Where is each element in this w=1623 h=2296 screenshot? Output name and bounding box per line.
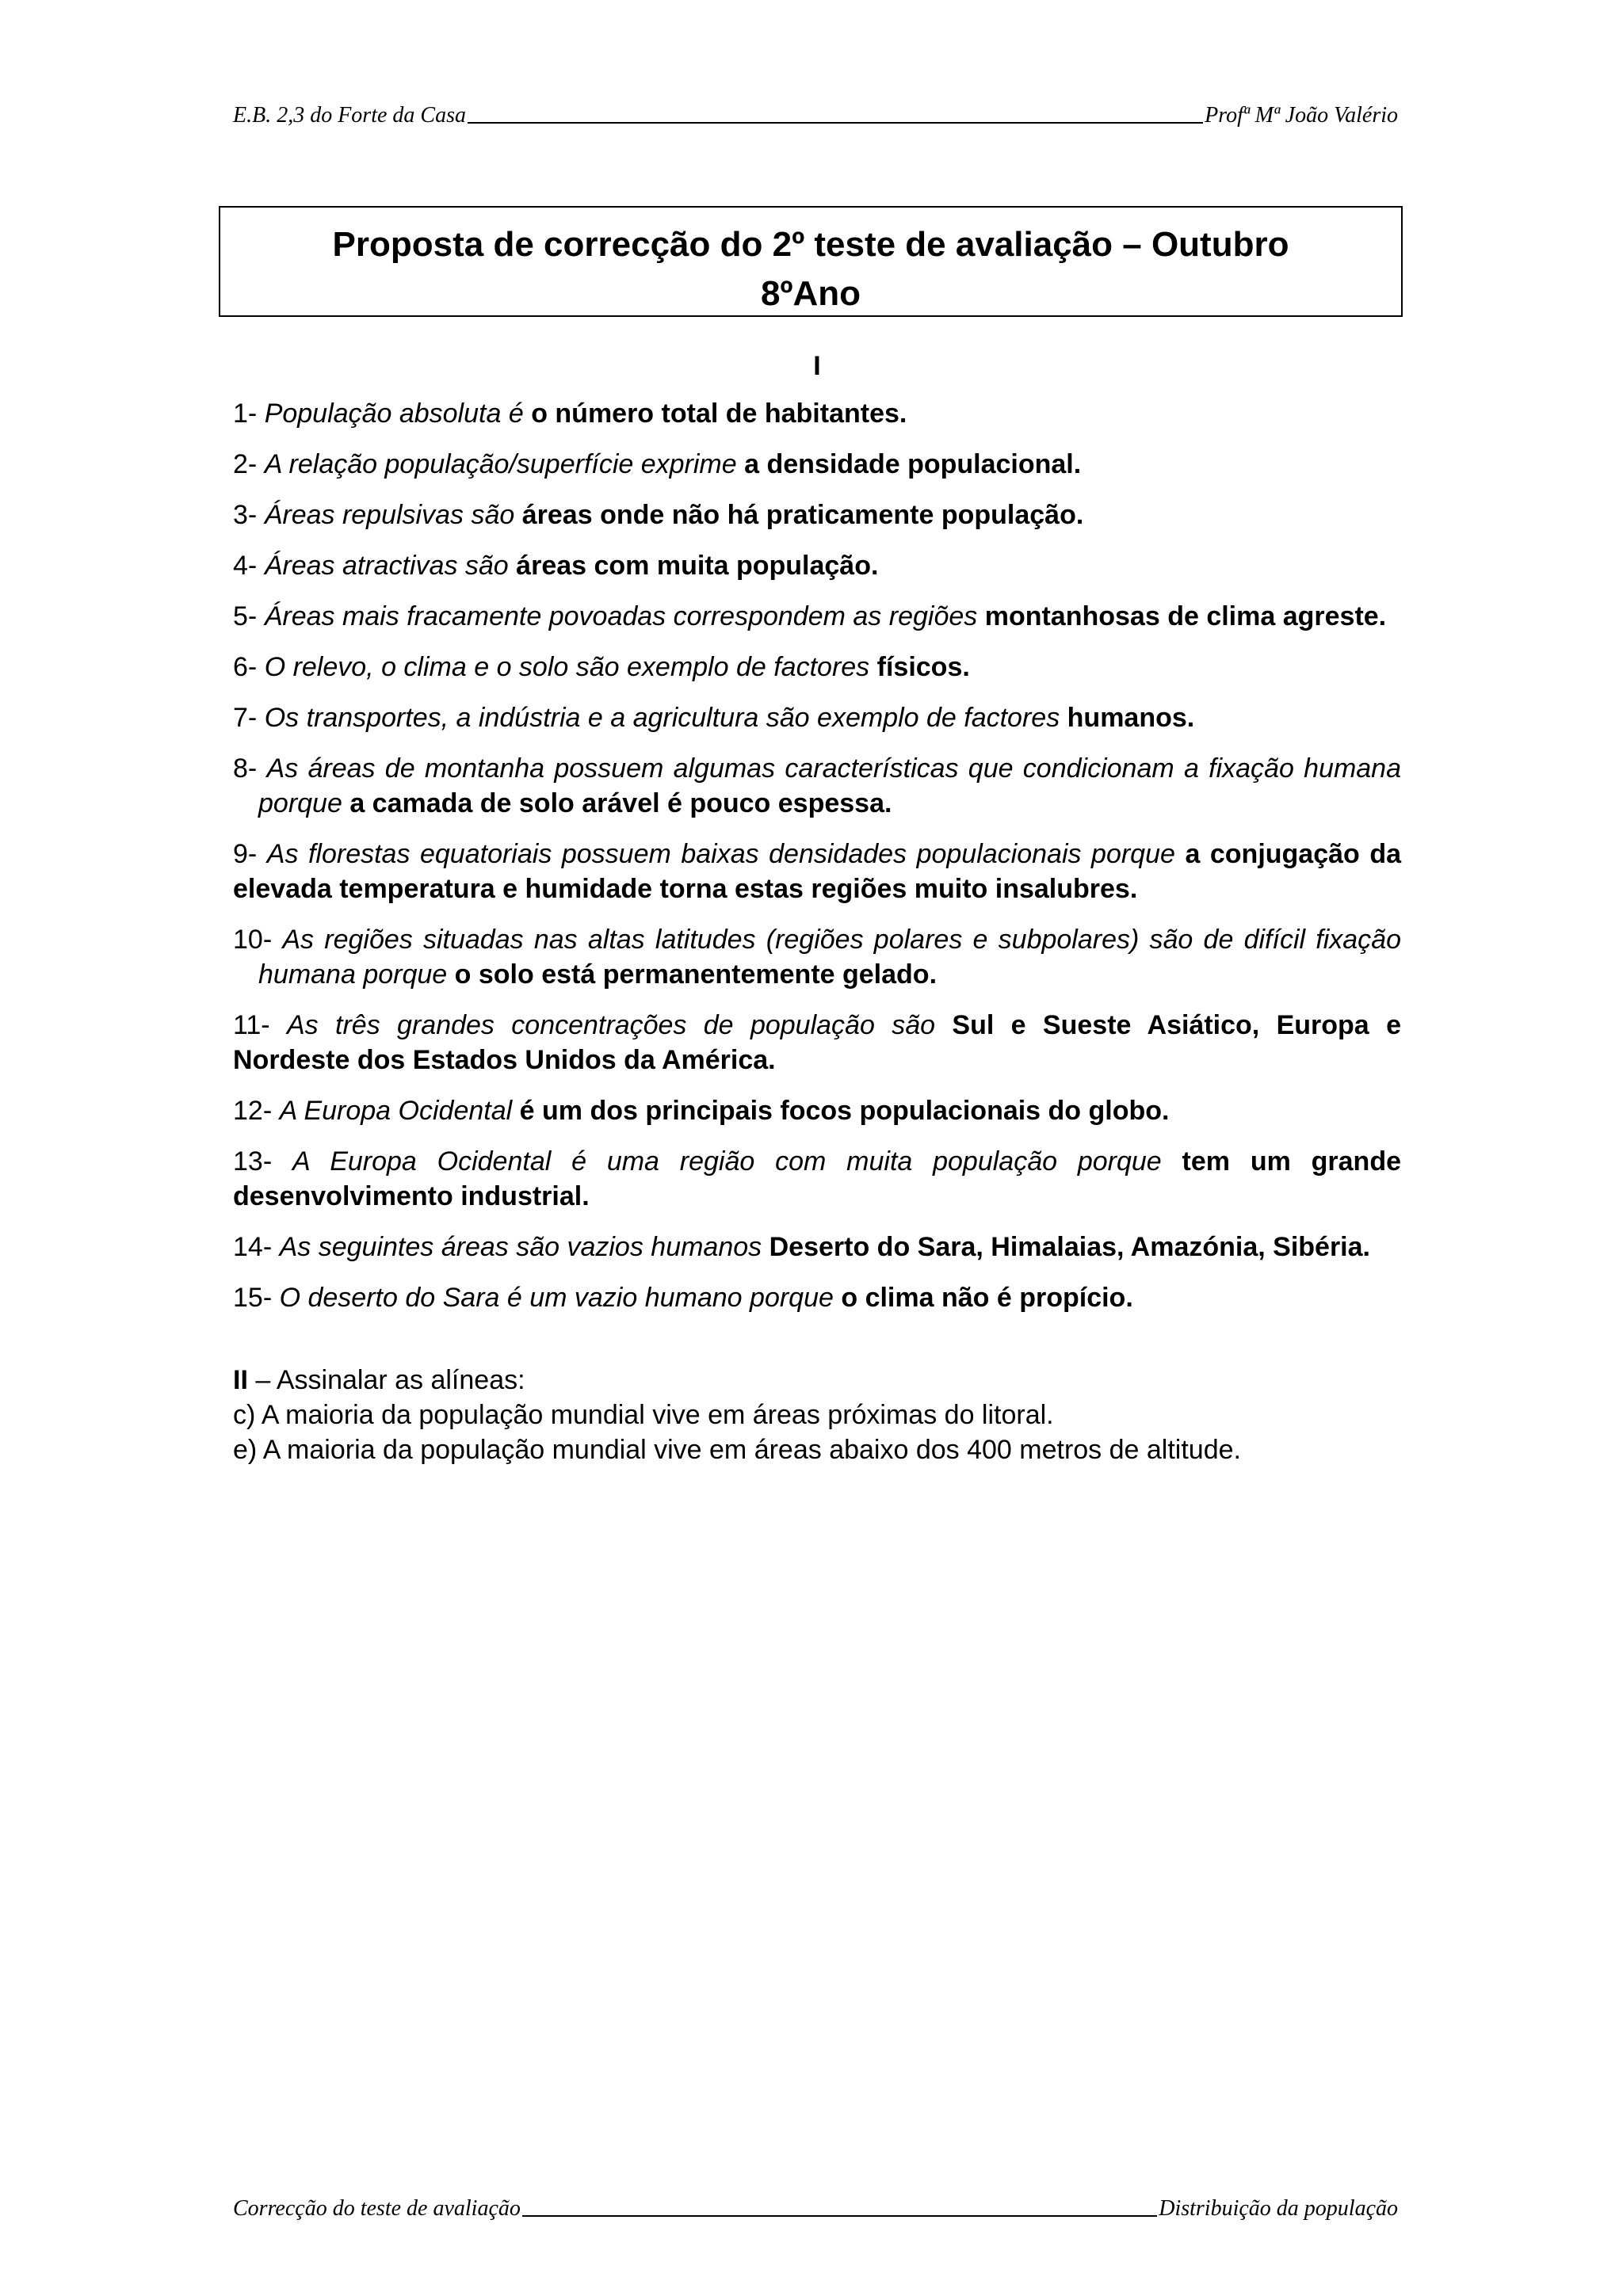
footer-left: Correcção do teste de avaliação: [233, 2196, 521, 2221]
answer-item: [233, 447, 1401, 482]
item-answer: é um dos principais focos populacionais do globo.: [519, 1096, 1170, 1126]
item-answer: o solo está permanentemente gelado.: [454, 959, 938, 990]
section-1-heading: I: [813, 351, 821, 381]
item-number: 11-: [233, 1010, 270, 1040]
section-2-intro: [233, 1363, 1401, 1398]
item-number: 1-: [233, 399, 258, 429]
item-answer: tem um grande desenvolvimento industrial.: [233, 1146, 1401, 1211]
item-answer: a conjugação da elevada temperatura e humidade torna estas regiões muito insalubres.: [233, 839, 1401, 904]
item-answer: montanhosas de clima agreste.: [984, 601, 1387, 631]
item-answer: humanos.: [1067, 703, 1195, 733]
item-question: Áreas atractivas são: [264, 551, 509, 581]
item-number: 6-: [233, 652, 258, 682]
section-2-instruction: – Assinalar as alíneas:: [247, 1365, 525, 1395]
item-number: 13-: [233, 1146, 273, 1177]
answer-item: [233, 922, 1401, 992]
item-number: 9-: [233, 839, 258, 869]
item-question: Áreas mais fracamente povoadas correspondem as regiões: [264, 601, 978, 631]
item-number: 8-: [233, 753, 258, 784]
item-number: 3-: [233, 500, 258, 530]
item-number: 5-: [233, 601, 258, 631]
item-number: 7-: [233, 703, 258, 733]
item-question: A Europa Ocidental: [279, 1096, 513, 1126]
document-body: [233, 349, 1401, 1467]
item-question: O relevo, o clima e o solo são exemplo de factores: [264, 652, 870, 682]
item-answer: o número total de habitantes.: [531, 399, 907, 429]
title-line-1: Proposta de correcção do 2º teste de avaliação – Outubro: [332, 225, 1289, 264]
item-number: 4-: [233, 551, 258, 581]
item-answer: a camada de solo arável é pouco espessa.: [349, 788, 892, 818]
item-question: As regiões situadas nas altas latitudes (regiões polares e subpolares) são de difícil fixação humana porque: [258, 925, 1401, 990]
item-answer: o clima não é propício.: [841, 1283, 1133, 1313]
item-question: A Europa Ocidental é uma região com muita população porque: [292, 1146, 1162, 1177]
footer-right: Distribuição da população: [1159, 2196, 1398, 2221]
answer-item: [233, 498, 1401, 532]
answer-item: [233, 751, 1401, 821]
item-number: 10-: [233, 925, 273, 955]
title-box: [219, 206, 1403, 317]
item-question: Áreas repulsivas são: [264, 500, 515, 530]
answer-item: [233, 700, 1401, 735]
answer-item: [233, 599, 1401, 634]
item-answer: áreas onde não há praticamente população.: [521, 500, 1084, 530]
item-answer: a densidade populacional.: [744, 449, 1082, 479]
item-question: O deserto do Sara é um vazio humano porque: [279, 1283, 834, 1313]
item-answer: áreas com muita população.: [516, 551, 879, 581]
selected-option-c: c) A maioria da população mundial vive em áreas próximas do litoral.: [233, 1400, 1054, 1430]
answer-item: [233, 1280, 1401, 1315]
answer-item: [233, 1144, 1401, 1214]
item-question: População absoluta é: [264, 399, 524, 429]
footer-rule: [522, 2215, 1157, 2217]
answer-item: [233, 396, 1401, 431]
page-footer: [233, 2190, 1398, 2222]
selected-option-e: e) A maioria da população mundial vive em áreas abaixo dos 400 metros de altitude.: [233, 1435, 1241, 1465]
title-line-2: 8ºAno: [760, 274, 861, 313]
item-question: As áreas de montanha possuem algumas características que condicionam a fixação humana porque: [258, 753, 1401, 818]
item-number: 12-: [233, 1096, 273, 1126]
answer-item: [233, 1230, 1401, 1264]
item-number: 15-: [233, 1283, 273, 1313]
item-question: As seguintes áreas são vazios humanos: [279, 1232, 762, 1262]
answer-item: [233, 1093, 1401, 1128]
item-question: As três grandes concentrações de população são: [286, 1010, 936, 1040]
section-2: [233, 1363, 1401, 1467]
answer-item: [233, 1008, 1401, 1077]
answer-item: [233, 650, 1401, 685]
header-teacher: Profª Mª João Valério: [1205, 103, 1398, 128]
item-number: 14-: [233, 1232, 273, 1262]
item-answer: Deserto do Sara, Himalaias, Amazónia, Sibéria.: [769, 1232, 1370, 1262]
item-answer: Sul e Sueste Asiático, Europa e Nordeste dos Estados Unidos da América.: [233, 1010, 1401, 1075]
item-question: A relação população/superfície exprime: [264, 449, 737, 479]
item-answer: físicos.: [876, 652, 970, 682]
header-school: E.B. 2,3 do Forte da Casa: [233, 103, 466, 128]
section-2-heading: II: [233, 1365, 248, 1395]
header-rule: [468, 122, 1203, 124]
item-question: Os transportes, a indústria e a agricultura são exemplo de factores: [264, 703, 1060, 733]
item-question: As florestas equatoriais possuem baixas densidades populacionais porque: [266, 839, 1175, 869]
answer-item: [233, 837, 1401, 906]
item-number: 2-: [233, 449, 258, 479]
page-header: [233, 97, 1398, 128]
answer-item: [233, 548, 1401, 583]
